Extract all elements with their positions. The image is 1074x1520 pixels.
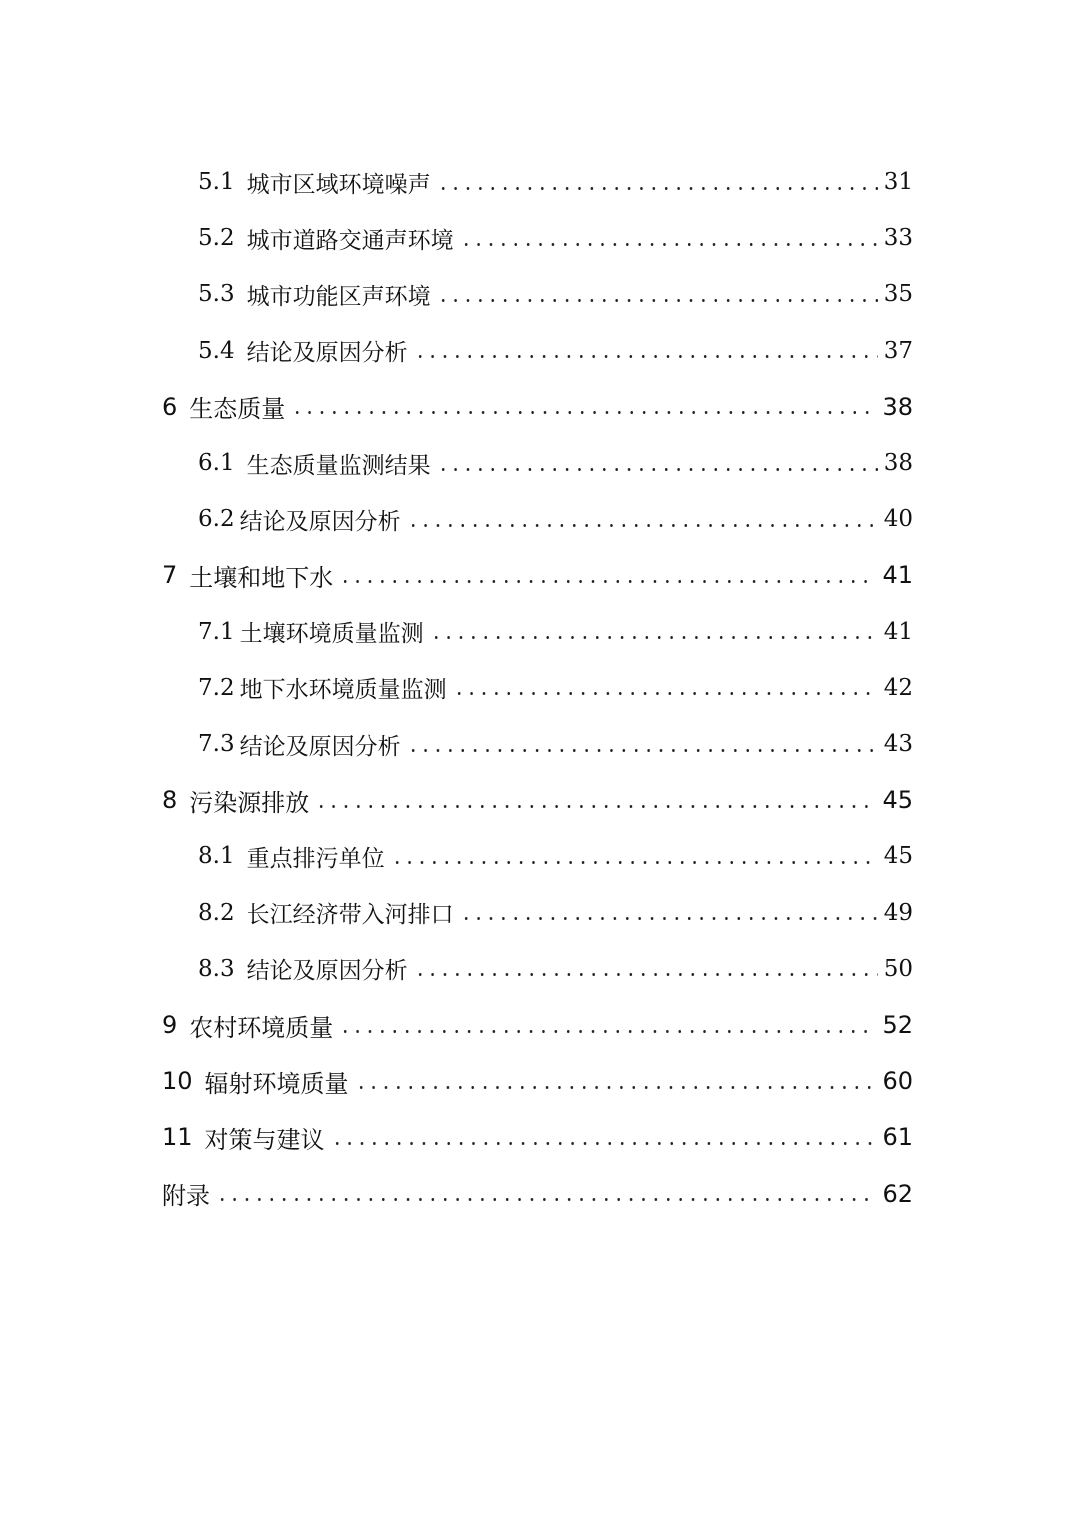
toc-entry-title: 土壤环境质量监测	[239, 621, 424, 648]
toc-entry-page-number: 31	[883, 169, 913, 195]
toc-entry-page-number: 38	[882, 392, 913, 421]
toc-entry-title: 长江经济带入河排口	[246, 902, 454, 929]
toc-entry-title: 城市功能区声环境	[246, 283, 431, 310]
toc-dot-leader	[414, 323, 878, 379]
toc-dot-leader	[460, 210, 878, 266]
toc-entry-title: 对策与建议	[204, 1125, 325, 1154]
toc-entry-page-number: 49	[883, 899, 913, 926]
toc-entry-page-number: 60	[882, 1067, 913, 1096]
toc-dot-leader	[216, 1166, 876, 1222]
toc-dot-leader	[437, 266, 878, 322]
toc-entry-title: 结论及原因分析	[246, 958, 408, 985]
toc-entry[interactable]	[198, 323, 913, 379]
toc-entry-number: 10	[162, 1067, 193, 1096]
toc-dot-leader	[414, 941, 878, 997]
toc-dot-leader	[291, 379, 876, 435]
toc-entry-page-number: 42	[883, 674, 913, 701]
toc-entry-title: 土壤和地下水	[189, 563, 334, 592]
toc-entry[interactable]	[162, 379, 913, 435]
toc-dot-leader	[407, 491, 878, 547]
toc-entry-number: 11	[162, 1123, 193, 1152]
toc-entry[interactable]	[198, 828, 913, 884]
toc-entry[interactable]	[162, 547, 913, 603]
toc-entry-number: 8	[162, 786, 178, 815]
toc-entry-page-number: 37	[883, 337, 913, 364]
toc-dot-leader	[355, 1053, 877, 1109]
toc-entry-title: 污染源排放	[189, 788, 310, 817]
toc-entry-title: 辐射环境质量	[204, 1069, 349, 1098]
toc-entry-page-number: 41	[882, 561, 913, 590]
toc-entry[interactable]	[162, 1109, 913, 1165]
toc-entry-number: 5.2	[198, 225, 235, 252]
toc-entry-page-number: 38	[883, 450, 913, 476]
toc-dot-leader	[453, 660, 878, 716]
toc-entry[interactable]	[162, 772, 913, 828]
toc-dot-leader	[391, 828, 878, 884]
toc-entry-page-number: 43	[883, 731, 913, 757]
toc-entry-page-number: 45	[883, 843, 913, 870]
toc-entry[interactable]	[198, 660, 913, 716]
toc-entry[interactable]	[198, 716, 913, 772]
toc-entry-number: 7.1	[198, 618, 235, 645]
toc-entry[interactable]	[198, 210, 913, 266]
toc-entry[interactable]	[198, 941, 913, 997]
toc-entry-title: 城市道路交通声环境	[246, 227, 454, 254]
toc-entry-page-number: 52	[882, 1011, 913, 1039]
toc-entry[interactable]	[162, 997, 913, 1053]
toc-entry-page-number: 35	[883, 281, 913, 308]
toc-entry-title: 生态质量	[189, 395, 286, 424]
toc-dot-leader	[331, 1109, 877, 1165]
toc-entry-title: 结论及原因分析	[246, 340, 408, 367]
toc-entry-title: 生态质量监测结果	[246, 452, 431, 479]
toc-entry-page-number: 61	[882, 1123, 913, 1152]
toc-entry-number: 9	[162, 1011, 178, 1039]
toc-dot-leader	[315, 772, 876, 828]
toc-entry-page-number: 33	[883, 225, 913, 252]
toc-entry[interactable]	[198, 154, 913, 210]
toc-entry-title: 结论及原因分析	[239, 733, 401, 760]
toc-entry-page-number: 62	[882, 1179, 913, 1208]
toc-entry-page-number: 40	[883, 506, 913, 533]
toc-entry-number: 5.4	[198, 337, 235, 364]
toc-entry-page-number: 45	[882, 786, 913, 815]
toc-entry-number: 6	[162, 392, 178, 421]
toc-entry-number: 8.2	[198, 899, 235, 926]
toc-entry-title: 重点排污单位	[246, 845, 385, 872]
toc-entry[interactable]	[162, 1166, 913, 1222]
toc-entry-number: 7	[162, 561, 178, 590]
toc-dot-leader	[460, 885, 878, 941]
toc-entry-number: 8.1	[198, 843, 235, 870]
toc-entry-number: 6.1	[198, 450, 235, 476]
toc-entry-number: 5.3	[198, 281, 235, 308]
toc-entry-page-number: 41	[883, 618, 913, 645]
toc-dot-leader	[437, 435, 878, 491]
toc-dot-leader	[437, 154, 878, 210]
toc-dot-leader	[339, 997, 876, 1053]
toc-entry[interactable]	[198, 885, 913, 941]
toc-entry-number: 7.3	[198, 731, 235, 757]
toc-entry[interactable]	[198, 435, 913, 491]
toc-dot-leader	[430, 604, 878, 660]
toc-entry-number: 6.2	[198, 506, 235, 533]
toc-entry[interactable]	[198, 491, 913, 547]
toc-entry-title: 农村环境质量	[189, 1013, 334, 1042]
toc-dot-leader	[407, 716, 878, 772]
toc-entry-title: 结论及原因分析	[239, 508, 401, 535]
toc-entry[interactable]	[198, 266, 913, 322]
toc-entry[interactable]	[162, 1053, 913, 1109]
toc-entry[interactable]	[198, 604, 913, 660]
toc-entry-number: 5.1	[198, 169, 235, 195]
toc-entry-number: 7.2	[198, 674, 235, 701]
toc-entry-number: 8.3	[198, 955, 235, 982]
toc-dot-leader	[339, 547, 876, 603]
toc-entry-title: 附录	[162, 1182, 210, 1211]
toc-entry-title: 城市区域环境噪声	[246, 171, 431, 198]
toc-entry-title: 地下水环境质量监测	[239, 677, 447, 704]
toc-entry-page-number: 50	[883, 955, 913, 982]
